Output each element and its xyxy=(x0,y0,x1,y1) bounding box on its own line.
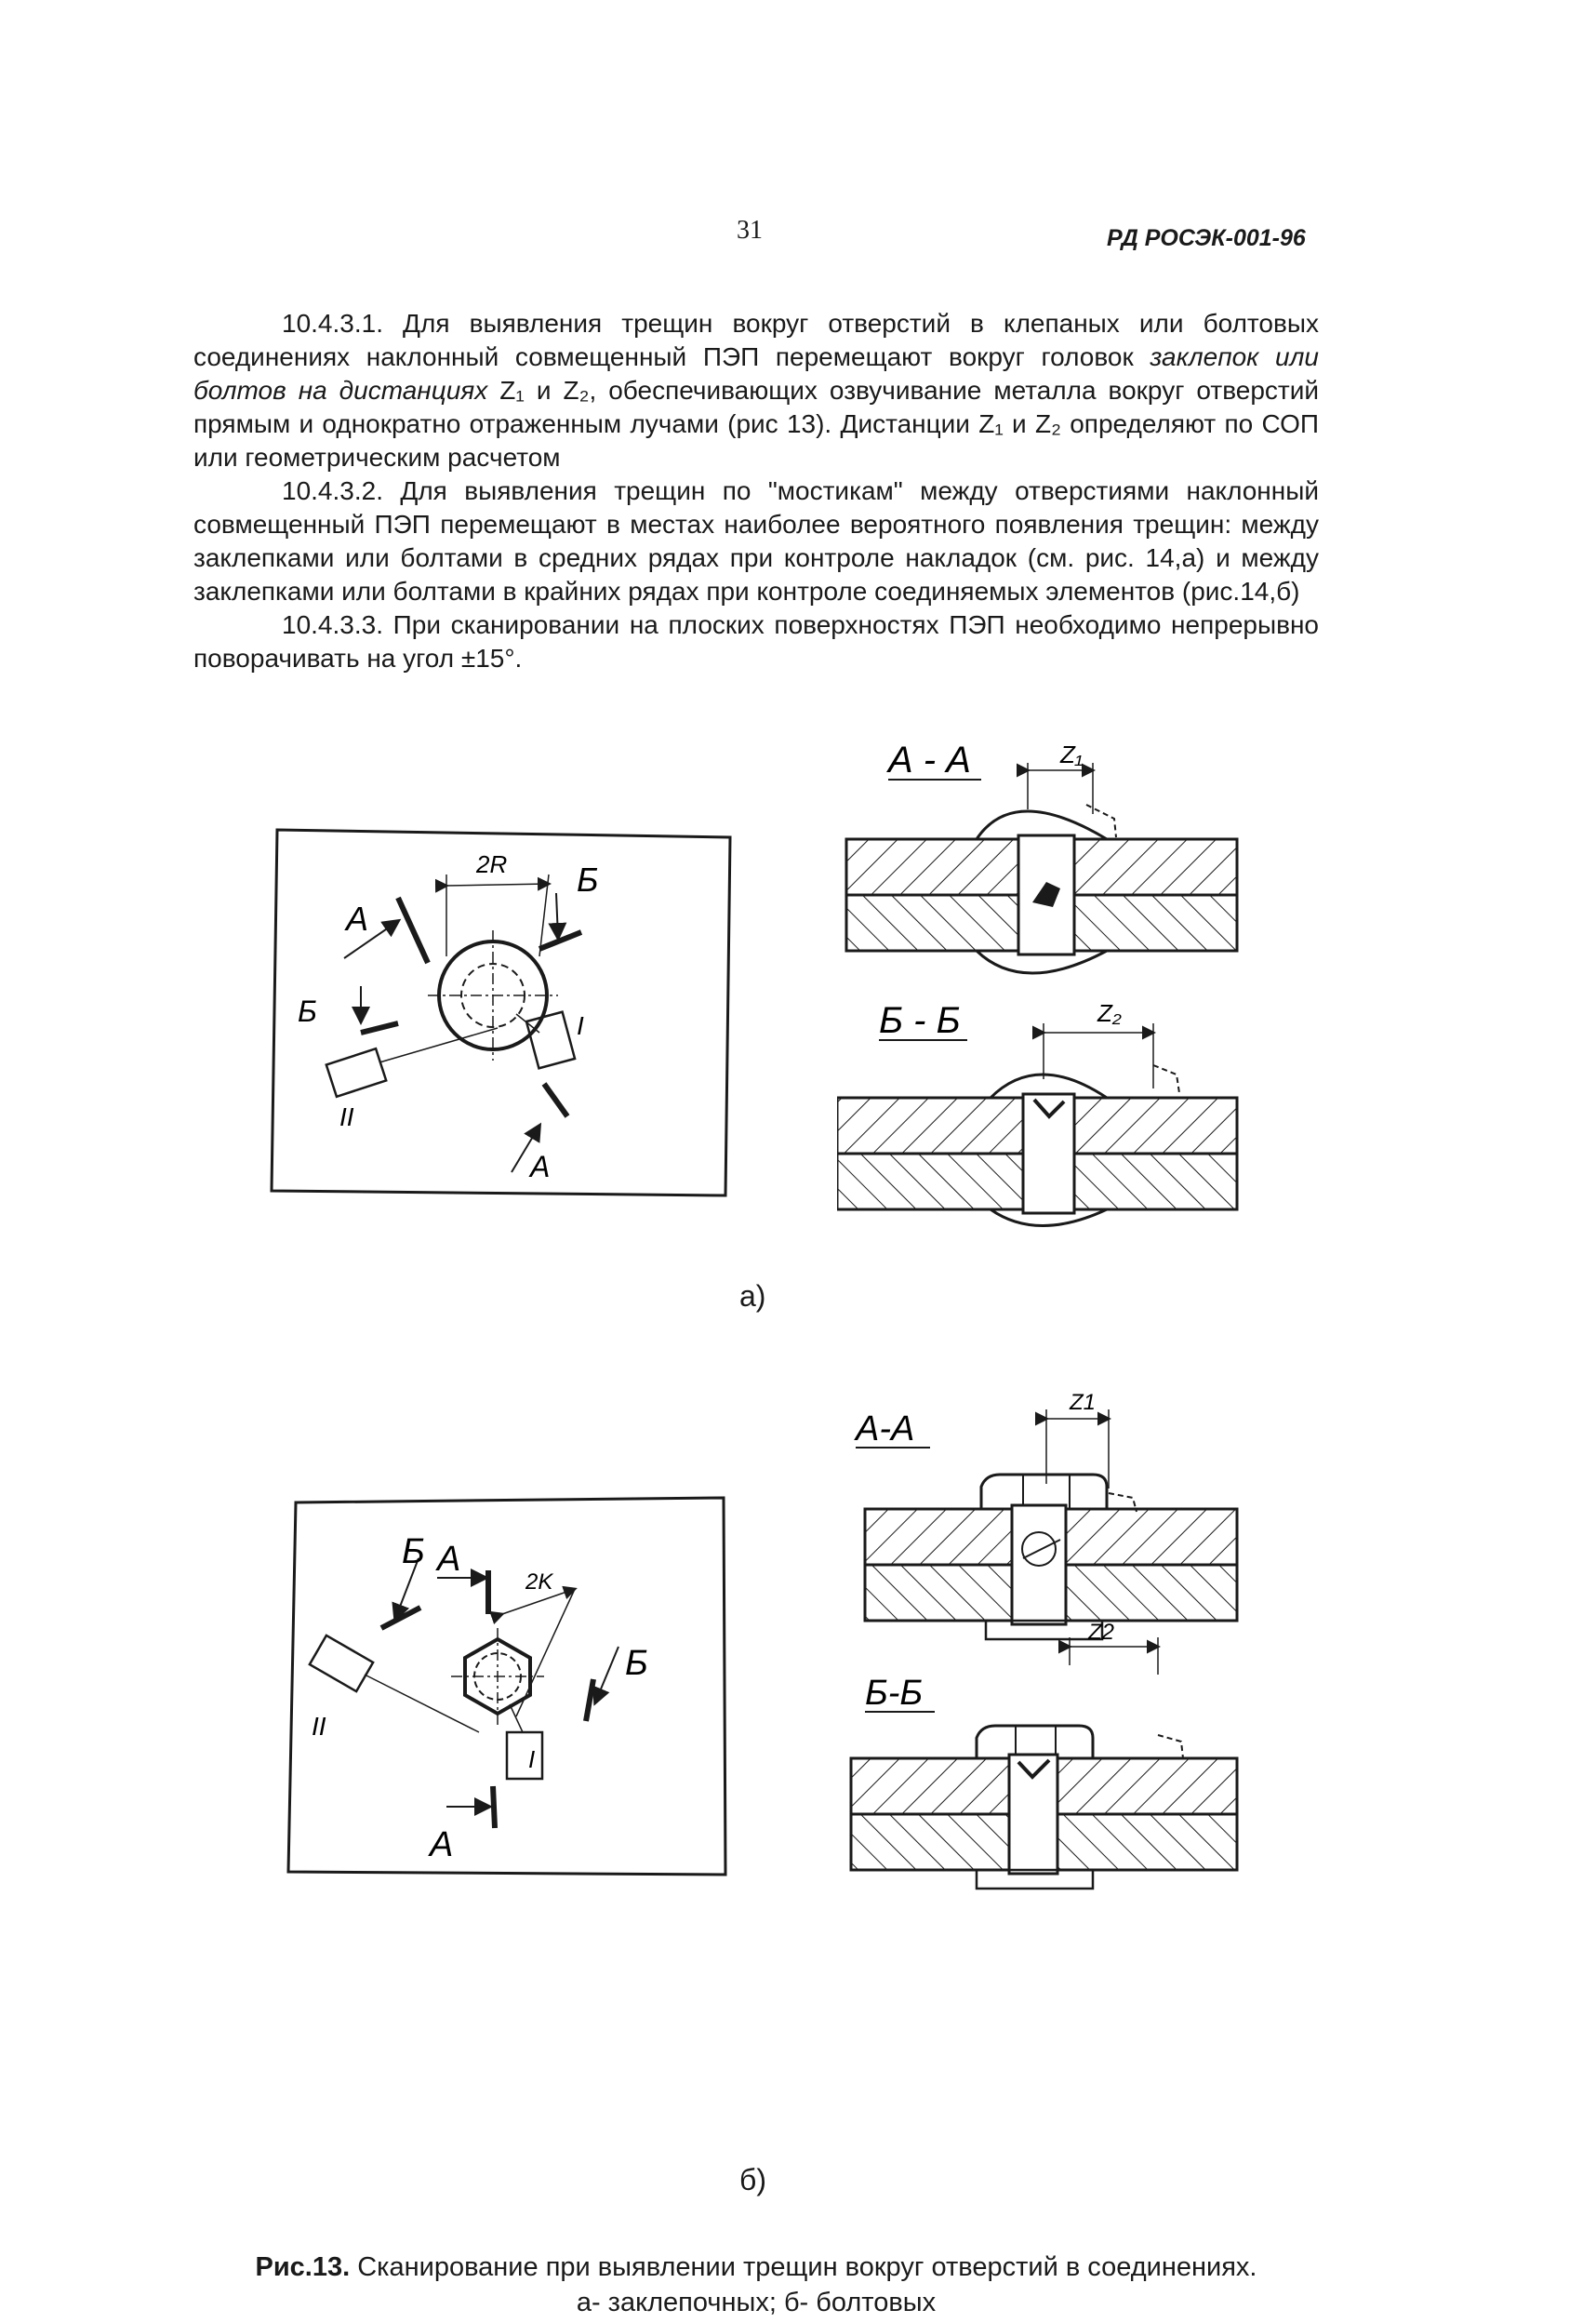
dim-2r: 2R xyxy=(476,850,508,878)
z1-label-a: Z₁ xyxy=(1060,741,1084,768)
probe-i xyxy=(526,1012,575,1069)
label-b-top: Б xyxy=(577,861,599,899)
z2-label-a: Z₂ xyxy=(1097,999,1122,1027)
bolt-head-aa xyxy=(981,1475,1107,1509)
label-b-left: Б xyxy=(298,995,317,1028)
probe-ii xyxy=(326,1048,386,1097)
bolt-shank-bb xyxy=(1009,1755,1057,1874)
page-number: 31 xyxy=(737,216,763,245)
section-aa-title-b: А-А xyxy=(856,1409,915,1449)
z1-label-b: Z1 xyxy=(1070,1390,1097,1415)
figure-caption xyxy=(193,2250,1319,2320)
figure-b-label: б) xyxy=(739,2163,766,2196)
figure-a-sections xyxy=(837,726,1265,1247)
label-probe-1-b: I xyxy=(528,1745,536,1773)
z2-label-b: Z2 xyxy=(1088,1620,1115,1645)
label-b-right-b: Б xyxy=(625,1644,648,1683)
paragraph-10-4-3-1: 10.4.3.1. Для выявления трещин вокруг отверстий в клепаных или болтовых соединениях наклонный совмещенный ПЭП перемещают вокруг головок заклепок или болтов на дистанциях Z₁ и Z₂, обеспечивающих озвучивание металла вокруг отверстий прямым и однократно отраженным лучами (рис 13). Дистанции Z₁ и Z₂ определяют по СОП или геометрическим расчетом xyxy=(193,309,1320,472)
label-probe-1: I xyxy=(577,1011,584,1040)
label-probe-2: II xyxy=(339,1102,354,1131)
paragraph-10-4-3-3: 10.4.3.3. При сканировании на плоских поверхностях ПЭП необходимо непрерывно поворачивать на угол ±15°. xyxy=(193,610,1319,673)
section-bb-title: Б - Б xyxy=(879,1000,961,1041)
section-aa-title: А - А xyxy=(888,740,971,781)
section-bb-title-b: Б-Б xyxy=(865,1674,924,1713)
plate-outline-b xyxy=(288,1498,725,1875)
paragraph-10-4-3-2: 10.4.3.2. Для выявления трещин по "мостикам" между отверстиями наклонный совмещенный ПЭП перемещают в местах наиболее вероятного появления трещин: между заклепками или болтами в средних рядах при контроле накладок (см. рис. 14,а) и между заклепками или болтами в крайних рядах при контроле соединяемых элементов (рис.14,б) xyxy=(193,476,1319,606)
probe-i-b xyxy=(507,1732,542,1779)
figure-a-label: а) xyxy=(739,1279,766,1313)
rivet-shank-bb xyxy=(1023,1094,1074,1213)
probe-ii-b xyxy=(310,1635,373,1691)
figure-a-plan-view xyxy=(260,819,744,1209)
label-a-top: А xyxy=(346,900,369,938)
label-a-bottom: А xyxy=(530,1150,551,1183)
figure-b-plan-view xyxy=(279,1489,744,1889)
document-code: РД РОСЭК-001-96 xyxy=(1107,225,1306,251)
caption-line-2: а- заклепочных; б- болтовых xyxy=(576,2288,937,2317)
label-b-left-b: Б xyxy=(402,1532,425,1571)
caption-line-1: Рис.13. Сканирование при выявлении трещин вокруг отверстий в соединениях. xyxy=(255,2252,1257,2282)
label-a-top-b: А xyxy=(437,1540,461,1579)
figure-b-sections xyxy=(837,1386,1265,1916)
label-probe-2-b: II xyxy=(312,1712,326,1741)
body-text xyxy=(193,307,1319,675)
label-a-bottom-b: А xyxy=(430,1825,454,1864)
dim-2k: 2K xyxy=(525,1569,553,1595)
